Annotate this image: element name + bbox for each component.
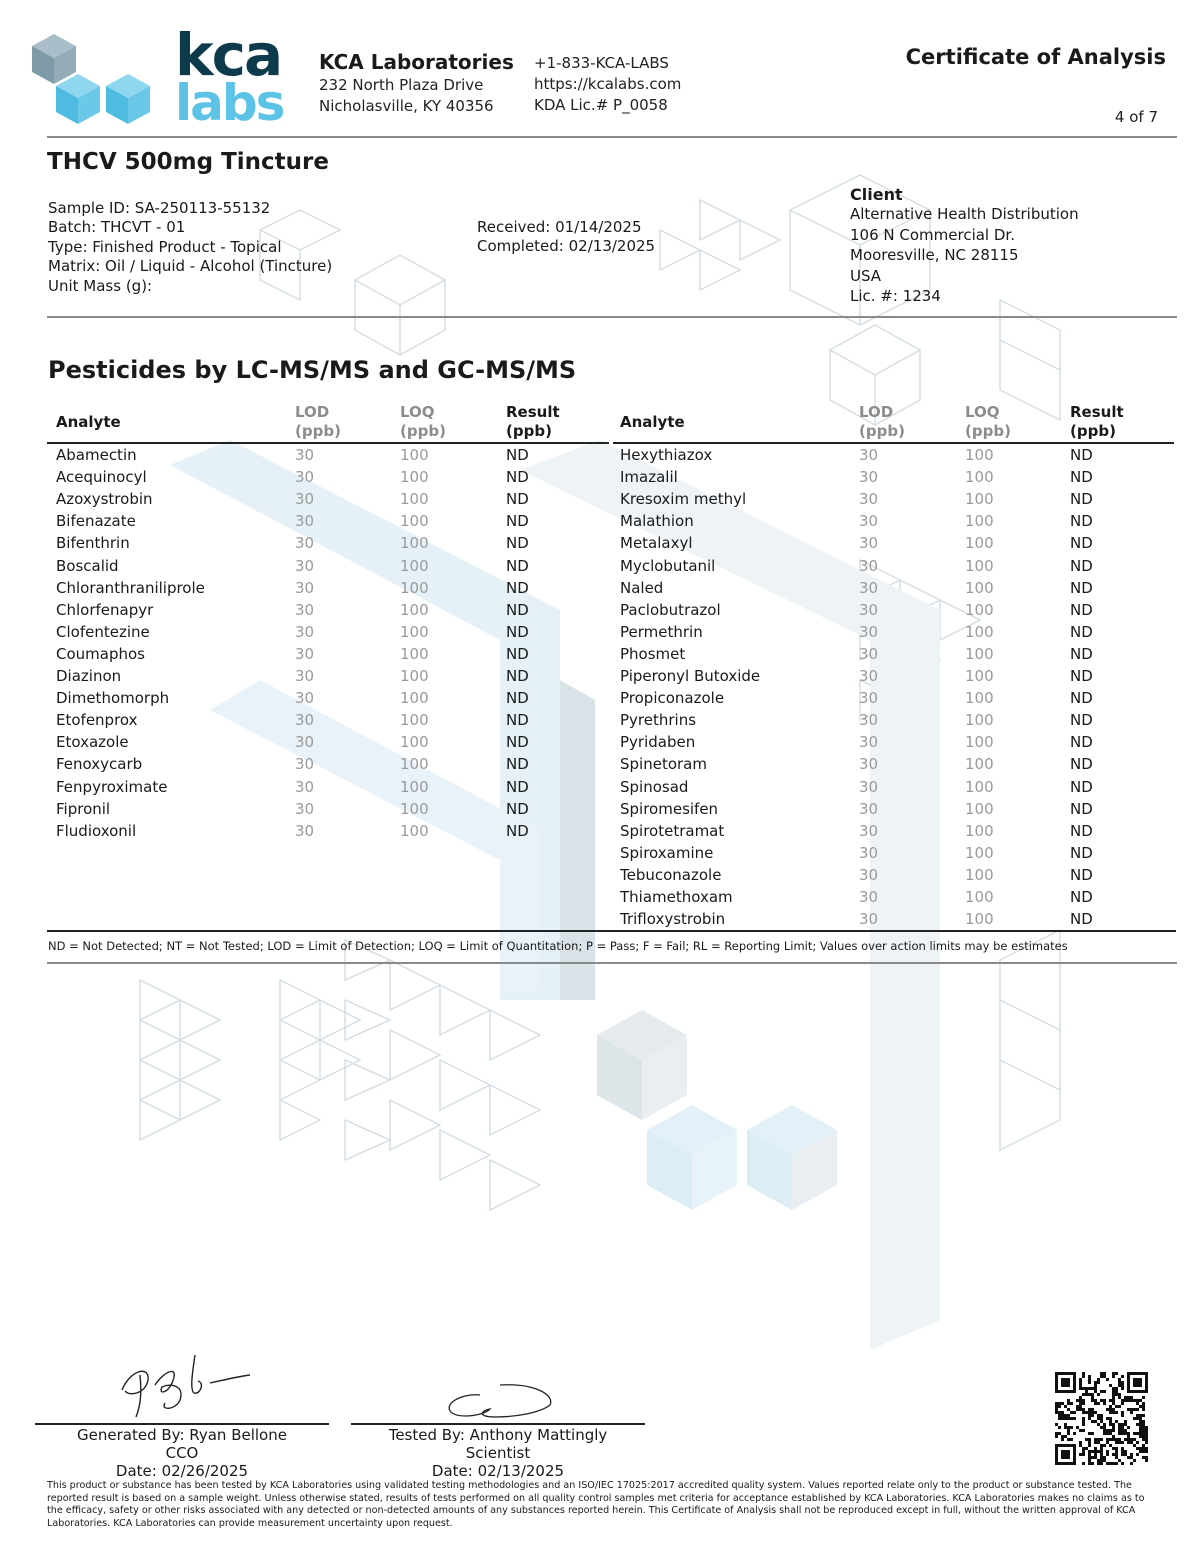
table-row [0, 798, 1200, 820]
table-row [0, 731, 1200, 753]
lod-cell: 30 [295, 556, 315, 575]
table-row [0, 510, 1200, 532]
lab-license: KDA Lic.# P_0058 [534, 96, 668, 114]
result-cell: ND [1070, 622, 1093, 641]
client-country: USA [850, 266, 882, 285]
loq-cell: 100 [965, 733, 994, 752]
loq-cell: 100 [400, 689, 429, 708]
result-cell: ND [506, 821, 529, 840]
analyte-cell: Paclobutrazol [620, 600, 721, 619]
analyte-cell: Fipronil [56, 799, 111, 818]
result-cell: ND [1070, 468, 1093, 487]
result-cell: ND [506, 578, 529, 597]
generated-by-date: Date: 02/26/2025 [115, 1462, 249, 1480]
loq-cell: 100 [965, 910, 994, 929]
lod-cell: 30 [295, 534, 315, 553]
loq-cell: 100 [965, 799, 994, 818]
analyte-cell: Diazinon [56, 667, 122, 685]
result-cell: ND [506, 799, 529, 818]
lod-cell: 30 [295, 468, 315, 487]
lod-cell: 30 [859, 468, 879, 487]
loq-cell: 100 [965, 622, 994, 641]
result-cell: ND [1070, 821, 1093, 840]
signature-anthony-mattingly [440, 1375, 560, 1425]
result-cell: ND [1070, 910, 1093, 929]
result-cell: ND [1070, 755, 1093, 774]
analyte-cell: Spiromesifen [620, 799, 719, 818]
left-header-analyte: Analyte [56, 413, 121, 431]
loq-cell: 100 [965, 843, 994, 862]
lod-cell: 30 [295, 446, 315, 464]
table-row [0, 488, 1200, 510]
analyte-cell: Coumaphos [56, 644, 145, 663]
analyte-cell: Clofentezine [56, 622, 150, 641]
table-row [0, 532, 1200, 554]
watermark-outline-cubes [260, 175, 930, 425]
lod-cell: 30 [859, 843, 879, 862]
result-cell: ND [1070, 865, 1093, 884]
lod-cell: 30 [859, 689, 879, 708]
loq-cell: 100 [400, 556, 429, 575]
sample-divider [47, 316, 1177, 318]
analyte-cell: Piperonyl Butoxide [620, 667, 761, 685]
loq-cell: 100 [965, 689, 994, 708]
right-header-analyte: Analyte [620, 413, 685, 431]
analyte-cell: Spinosad [620, 777, 689, 796]
product-title: THCV 500mg Tincture [47, 149, 329, 175]
loq-cell: 100 [965, 600, 994, 619]
result-cell: ND [1070, 644, 1093, 663]
left-header-loq: LOQ (ppb) [400, 403, 446, 440]
analyte-cell: Imazalil [620, 468, 678, 487]
product-type: Type: Finished Product - Topical [48, 237, 282, 256]
lod-cell: 30 [295, 490, 315, 509]
analyte-cell: Tebuconazole [620, 865, 722, 884]
lod-cell: 30 [859, 622, 879, 641]
loq-cell: 100 [965, 578, 994, 597]
result-cell: ND [506, 490, 529, 509]
client-block [850, 185, 1079, 307]
analyte-cell: Chloranthraniliprole [56, 578, 205, 597]
loq-cell: 100 [400, 600, 429, 619]
analyte-cell: Bifenthrin [56, 534, 130, 553]
table-row [0, 820, 1200, 842]
result-cell: ND [506, 512, 529, 531]
result-cell: ND [506, 446, 529, 464]
signature-line-generated [35, 1423, 329, 1425]
result-cell: ND [506, 622, 529, 641]
lod-cell: 30 [859, 534, 879, 553]
watermark-triangle-grid-left [140, 940, 540, 1210]
signature-line-tested [351, 1423, 645, 1425]
lab-name: KCA Laboratories [319, 50, 514, 74]
analyte-cell: Phosmet [620, 644, 686, 663]
client-street: 106 N Commercial Dr. [850, 225, 1015, 244]
document-title: Certificate of Analysis [905, 45, 1166, 69]
client-license: Lic. #: 1234 [850, 287, 941, 306]
loq-cell: 100 [400, 733, 429, 752]
table-row [0, 842, 1200, 864]
tested-by-title: Scientist [465, 1444, 531, 1462]
lod-cell: 30 [859, 578, 879, 597]
generated-by-title: CCO [165, 1444, 199, 1462]
matrix: Matrix: Oil / Liquid - Alcohol (Tincture) [48, 257, 333, 276]
loq-cell: 100 [400, 578, 429, 597]
lod-cell: 30 [859, 600, 879, 619]
loq-cell: 100 [400, 622, 429, 641]
result-cell: ND [1070, 600, 1093, 619]
logo-text-labs: labs [175, 74, 284, 132]
table-row [0, 599, 1200, 621]
result-cell: ND [1070, 556, 1093, 575]
result-cell: ND [506, 600, 529, 619]
footnote-divider [47, 962, 1177, 964]
loq-cell: 100 [965, 755, 994, 774]
loq-cell: 100 [400, 534, 429, 553]
loq-cell: 100 [965, 644, 994, 663]
sample-info [48, 199, 332, 296]
table-row [0, 621, 1200, 643]
result-cell: ND [506, 777, 529, 796]
result-cell: ND [506, 667, 529, 685]
result-cell: ND [1070, 733, 1093, 752]
tested-by-date: Date: 02/13/2025 [431, 1462, 565, 1480]
result-cell: ND [506, 755, 529, 774]
analyte-cell: Boscalid [56, 556, 119, 575]
client-city: Mooresville, NC 28115 [850, 246, 1019, 265]
result-cell: ND [1070, 777, 1093, 796]
analyte-cell: Etofenprox [56, 711, 138, 730]
result-cell: ND [506, 556, 529, 575]
lod-cell: 30 [295, 777, 315, 796]
lod-cell: 30 [295, 755, 315, 774]
lod-cell: 30 [859, 644, 879, 663]
section-title: Pesticides by LC-MS/MS and GC-MS/MS [48, 356, 577, 384]
loq-cell: 100 [400, 468, 429, 487]
lod-cell: 30 [859, 910, 879, 929]
result-cell: ND [506, 534, 529, 553]
analyte-cell: Permethrin [620, 622, 703, 641]
result-cell: ND [1070, 490, 1093, 509]
result-cell: ND [1070, 446, 1093, 464]
table-row [0, 643, 1200, 665]
lod-cell: 30 [295, 799, 315, 818]
table-row [0, 908, 1200, 930]
right-header-loq: LOQ (ppb) [965, 403, 1011, 440]
analyte-cell: Hexythiazox [620, 446, 713, 464]
loq-cell: 100 [400, 755, 429, 774]
lod-cell: 30 [859, 733, 879, 752]
analyte-cell: Metalaxyl [620, 534, 693, 553]
loq-cell: 100 [965, 512, 994, 531]
dates [477, 218, 655, 257]
result-cell: ND [506, 468, 529, 487]
lab-website-link[interactable]: https://kcalabs.com [534, 75, 682, 93]
loq-cell: 100 [965, 777, 994, 796]
table-row [0, 444, 1200, 466]
result-cell: ND [506, 711, 529, 730]
loq-cell: 100 [400, 446, 429, 464]
loq-cell: 100 [400, 799, 429, 818]
client-heading: Client [850, 185, 903, 204]
result-cell: ND [1070, 667, 1093, 685]
loq-cell: 100 [400, 667, 429, 685]
completed-date: Completed: 02/13/2025 [477, 237, 656, 256]
table-row [0, 555, 1200, 577]
loq-cell: 100 [400, 777, 429, 796]
analyte-cell: Chlorfenapyr [56, 600, 154, 619]
unit-mass: Unit Mass (g): [48, 276, 153, 295]
table-row [0, 753, 1200, 775]
analyte-cell: Etoxazole [56, 733, 129, 752]
lod-cell: 30 [295, 622, 315, 641]
analyte-cell: Abamectin [56, 446, 137, 464]
analyte-cell: Myclobutanil [620, 556, 716, 575]
lod-cell: 30 [859, 711, 879, 730]
lod-cell: 30 [295, 711, 315, 730]
lod-cell: 30 [859, 446, 879, 464]
loq-cell: 100 [965, 711, 994, 730]
lod-cell: 30 [295, 667, 315, 685]
lod-cell: 30 [295, 512, 315, 531]
right-header-result: Result (ppb) [1070, 403, 1124, 440]
received-date: Received: 01/14/2025 [477, 218, 642, 236]
analyte-cell: Fenoxycarb [56, 755, 143, 774]
analyte-cell: Propiconazole [620, 689, 725, 708]
result-cell: ND [1070, 689, 1093, 708]
right-header-lod: LOD (ppb) [859, 403, 905, 440]
lod-cell: 30 [859, 865, 879, 884]
analyte-cell: Thiamethoxam [620, 888, 733, 906]
result-cell: ND [1070, 843, 1093, 862]
table-row [0, 466, 1200, 488]
result-cell: ND [506, 644, 529, 663]
lab-phone: +1-833-KCA-LABS [534, 54, 669, 72]
analyte-cell: Spirotetramat [620, 821, 725, 840]
table-row [0, 577, 1200, 599]
tested-by-block [351, 1426, 645, 1480]
loq-cell: 100 [400, 512, 429, 531]
analyte-cell: Spiroxamine [620, 843, 714, 862]
analyte-cell: Dimethomorph [56, 689, 170, 708]
analyte-cell: Fludioxonil [56, 821, 137, 840]
result-cell: ND [1070, 888, 1093, 906]
lab-address-line1: 232 North Plaza Drive [319, 76, 484, 94]
analyte-cell: Kresoxim methyl [620, 490, 747, 509]
lod-cell: 30 [295, 600, 315, 619]
lod-cell: 30 [859, 512, 879, 531]
loq-cell: 100 [965, 446, 994, 464]
loq-cell: 100 [965, 667, 994, 685]
table-footnote: ND = Not Detected; NT = Not Tested; LOD = Limit of Detection; LOQ = Limit of Quantitation; P = Pass; F = Fail; RL = Reporting Limit; Values over action limits may be estimates [48, 939, 1068, 953]
loq-cell: 100 [965, 490, 994, 509]
tested-by-name: Tested By: Anthony Mattingly [388, 1426, 608, 1444]
result-cell: ND [1070, 711, 1093, 730]
lod-cell: 30 [295, 644, 315, 663]
analyte-cell: Acequinocyl [56, 468, 147, 487]
batch: Batch: THCVT - 01 [48, 218, 186, 237]
table-row [0, 776, 1200, 798]
loq-cell: 100 [965, 534, 994, 553]
kca-logo-cubes-icon [30, 30, 155, 128]
result-cell: ND [1070, 534, 1093, 553]
lod-cell: 30 [859, 888, 879, 906]
sample-id: Sample ID: SA-250113-55132 [48, 199, 271, 217]
loq-cell: 100 [965, 556, 994, 575]
client-name: Alternative Health Distribution [850, 205, 1079, 223]
lab-address-line2: Nicholasville, KY 40356 [319, 97, 494, 115]
lod-cell: 30 [295, 578, 315, 597]
loq-cell: 100 [965, 865, 994, 884]
page-number: 4 of 7 [1114, 108, 1158, 126]
analyte-cell: Fenpyroximate [56, 777, 168, 796]
table-row [0, 886, 1200, 908]
loq-cell: 100 [400, 644, 429, 663]
analyte-cell: Trifloxystrobin [620, 910, 726, 929]
result-cell: ND [1070, 578, 1093, 597]
lod-cell: 30 [859, 556, 879, 575]
loq-cell: 100 [965, 821, 994, 840]
lod-cell: 30 [859, 777, 879, 796]
analyte-cell: Bifenazate [56, 512, 136, 531]
analyte-cell: Malathion [620, 512, 694, 531]
table-row [0, 709, 1200, 731]
loq-cell: 100 [965, 468, 994, 487]
logo-text-kca: kca [175, 21, 282, 89]
generated-by-block [35, 1426, 329, 1480]
left-header-result: Result (ppb) [506, 403, 560, 440]
result-cell: ND [1070, 512, 1093, 531]
loq-cell: 100 [400, 490, 429, 509]
qr-code-icon[interactable] [1055, 1372, 1148, 1465]
lod-cell: 30 [295, 689, 315, 708]
signature-ryan-bellone [110, 1345, 260, 1425]
analyte-cell: Spinetoram [620, 755, 707, 774]
lod-cell: 30 [859, 490, 879, 509]
analyte-cell: Azoxystrobin [56, 490, 153, 509]
lod-cell: 30 [859, 667, 879, 685]
lod-cell: 30 [859, 799, 879, 818]
loq-cell: 100 [400, 711, 429, 730]
generated-by-name: Generated By: Ryan Bellone [77, 1426, 287, 1444]
left-header-lod: LOD (ppb) [295, 403, 341, 440]
lod-cell: 30 [859, 821, 879, 840]
table-row [0, 864, 1200, 886]
table-bottom-rule [47, 930, 1176, 932]
lod-cell: 30 [295, 821, 315, 840]
analyte-cell: Pyridaben [620, 733, 696, 752]
result-cell: ND [506, 733, 529, 752]
analyte-cell: Naled [620, 578, 664, 597]
legal-disclaimer: This product or substance has been tested by KCA Laboratories using validated testing methodologies and an ISO/IEC 17025:2017 accredited quality system. Values reported relate only to the product or substance tested. The reported result is based on a sample weight. Unless otherwise stated, results of tests performed on all quality control samples met criteria for acceptance established by KCA Laboratories. KCA Laboratories makes no claims as to the efficacy, safety or other risks associated with any detected or non-detected amounts of any substances reported herein. This Certificate of Analysis shall not be reproduced except in full, without the written approval of KCA Laboratories. KCA Laboratories can provide measurement uncertainty upon request. [47, 1480, 1145, 1529]
watermark-solid-cubes [597, 1010, 837, 1210]
analyte-cell: Pyrethrins [620, 711, 697, 730]
loq-cell: 100 [965, 888, 994, 906]
result-cell: ND [506, 689, 529, 708]
table-row [0, 665, 1200, 687]
lod-cell: 30 [859, 755, 879, 774]
header-divider [47, 136, 1177, 138]
table-row [0, 687, 1200, 709]
result-cell: ND [1070, 799, 1093, 818]
loq-cell: 100 [400, 821, 429, 840]
lod-cell: 30 [295, 733, 315, 752]
